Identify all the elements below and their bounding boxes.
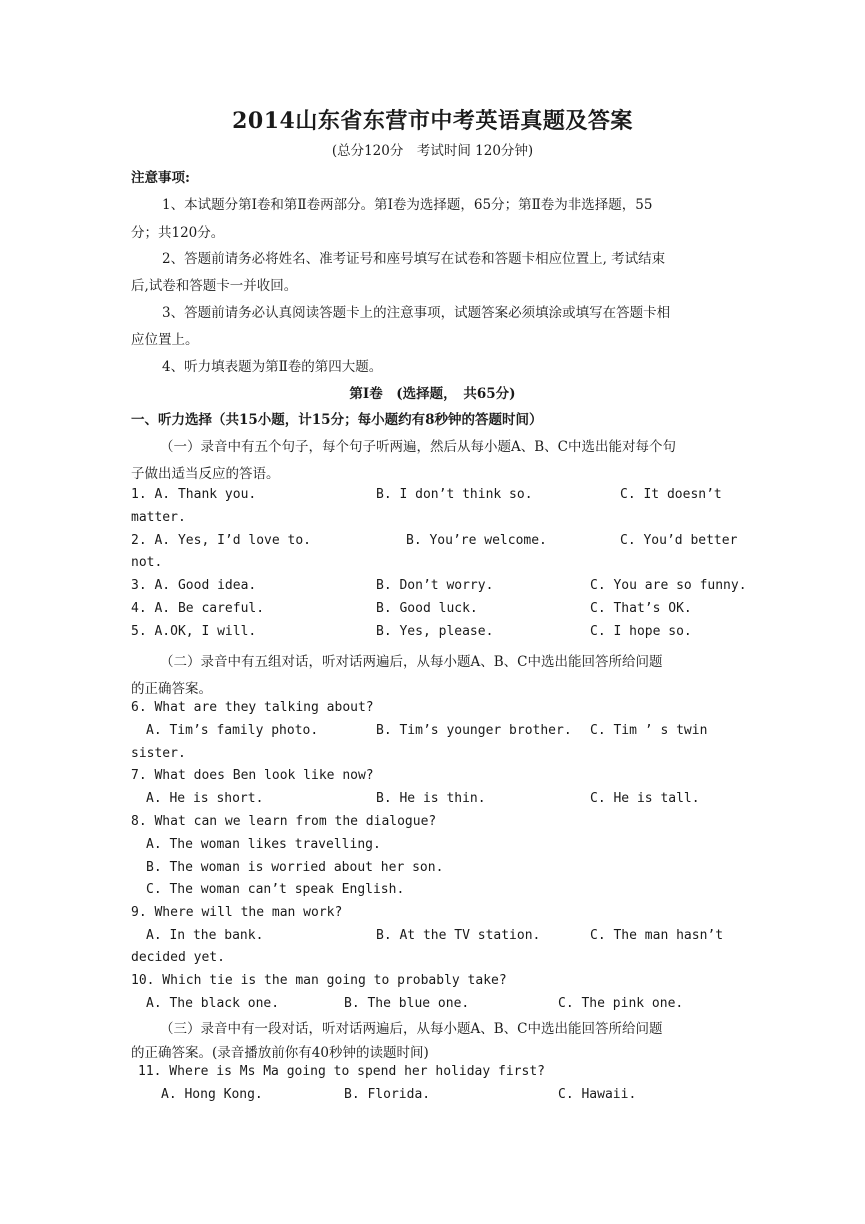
notice-item-3-line2: 应位置上。	[131, 332, 199, 348]
q10-question: 10. Which tie is the man going to probably take?	[131, 973, 507, 988]
q6-question: 6. What are they talking about?	[131, 700, 374, 715]
q5-option-a: 5. A.OK, I will.	[131, 624, 257, 639]
notice-item-1-line1: 1、本试题分第Ⅰ卷和第Ⅱ卷两部分。第Ⅰ卷为选择题，65分；第Ⅱ卷为非选择题，55	[162, 197, 653, 213]
q6-option-c: C. Tim ’ s twin	[590, 723, 708, 738]
q10-option-c: C. The pink one.	[558, 996, 684, 1011]
q9-option-c: C. The man hasn’t	[590, 928, 724, 943]
q7-option-a: A. He is short.	[146, 791, 264, 806]
q2-option-b: B. You’re welcome.	[406, 533, 547, 548]
document-title: 2014山东省东营市中考英语真题及答案	[232, 108, 633, 134]
q9-option-c-cont: decided yet.	[131, 950, 225, 965]
q1-option-c: C. It doesn’t	[620, 487, 722, 502]
q8-option-b: B. The woman is worried about her son.	[146, 860, 444, 875]
q3-option-c: C. You are so funny.	[590, 578, 747, 593]
sub3-intro-line2: 的正确答案。(录音播放前你有40秒钟的读题时间)	[131, 1045, 429, 1061]
q3-option-b: B. Don’t worry.	[376, 578, 494, 593]
notice-item-4: 4、听力填表题为第Ⅱ卷的第四大题。	[162, 359, 383, 375]
q6-option-c-cont: sister.	[131, 746, 186, 761]
notice-item-2-line1: 2、答题前请务必将姓名、准考证号和座号填写在试卷和答题卡相应位置上, 考试结束	[162, 251, 666, 267]
q5-option-b: B. Yes, please.	[376, 624, 494, 639]
q6-option-a: A. Tim’s family photo.	[146, 723, 319, 738]
notice-item-2-line2: 后,试卷和答题卡一并收回。	[131, 278, 298, 294]
notice-heading: 注意事项:	[131, 170, 190, 186]
document-subtitle: (总分120分 考试时间 120分钟)	[331, 143, 534, 159]
q10-option-a: A. The black one.	[146, 996, 280, 1011]
q7-option-c: C. He is tall.	[590, 791, 700, 806]
q7-question: 7. What does Ben look like now?	[131, 768, 374, 783]
q1-option-b: B. I don’t think so.	[376, 487, 533, 502]
part1-heading: 第Ⅰ卷 (选择题， 共65分)	[349, 386, 516, 402]
q4-option-a: 4. A. Be careful.	[131, 601, 265, 616]
q8-option-c: C. The woman can’t speak English.	[146, 882, 405, 897]
notice-item-3-line1: 3、答题前请务必认真阅读答题卡上的注意事项，试题答案必须填涂或填写在答题卡相	[162, 305, 671, 321]
q5-option-c: C. I hope so.	[590, 624, 692, 639]
q3-option-a: 3. A. Good idea.	[131, 578, 257, 593]
q6-option-b: B. Tim’s younger brother.	[376, 723, 572, 738]
sub3-intro-line1: （三）录音中有一段对话，听对话两遍后，从每小题A、B、C中选出能回答所给问题	[160, 1021, 663, 1037]
q11-option-a: A. Hong Kong.	[161, 1087, 263, 1102]
notice-item-1-line2: 分；共120分。	[131, 225, 225, 241]
q2-option-c-cont: not.	[131, 555, 163, 570]
sub1-intro-line2: 子做出适当反应的答语。	[131, 466, 280, 482]
q11-option-c: C. Hawaii.	[558, 1087, 637, 1102]
q2-option-a: 2. A. Yes, I’d love to.	[131, 533, 312, 548]
q11-question: 11. Where is Ms Ma going to spend her holiday first?	[138, 1064, 545, 1079]
q11-option-b: B. Florida.	[344, 1087, 431, 1102]
q8-option-a: A. The woman likes travelling.	[146, 837, 381, 852]
sub1-intro-line1: （一）录音中有五个句子，每个句子听两遍，然后从每小题A、B、C中选出能对每个句	[160, 439, 676, 455]
q8-question: 8. What can we learn from the dialogue?	[131, 814, 437, 829]
q9-option-b: B. At the TV station.	[376, 928, 541, 943]
q9-option-a: A. In the bank.	[146, 928, 264, 943]
sub2-intro-line2: 的正确答案。	[131, 681, 212, 697]
q10-option-b: B. The blue one.	[344, 996, 470, 1011]
sub2-intro-line1: （二）录音中有五组对话，听对话两遍后，从每小题A、B、C中选出能回答所给问题	[160, 654, 663, 670]
section1-heading: 一、听力选择（共15小题，计15分；每小题约有8秒钟的答题时间）	[131, 412, 543, 428]
q7-option-b: B. He is thin.	[376, 791, 486, 806]
q4-option-b: B. Good luck.	[376, 601, 478, 616]
q1-option-a: 1. A. Thank you.	[131, 487, 257, 502]
q9-question: 9. Where will the man work?	[131, 905, 343, 920]
q1-option-c-cont: matter.	[131, 510, 186, 525]
q4-option-c: C. That’s OK.	[590, 601, 692, 616]
q2-option-c: C. You’d better	[620, 533, 738, 548]
